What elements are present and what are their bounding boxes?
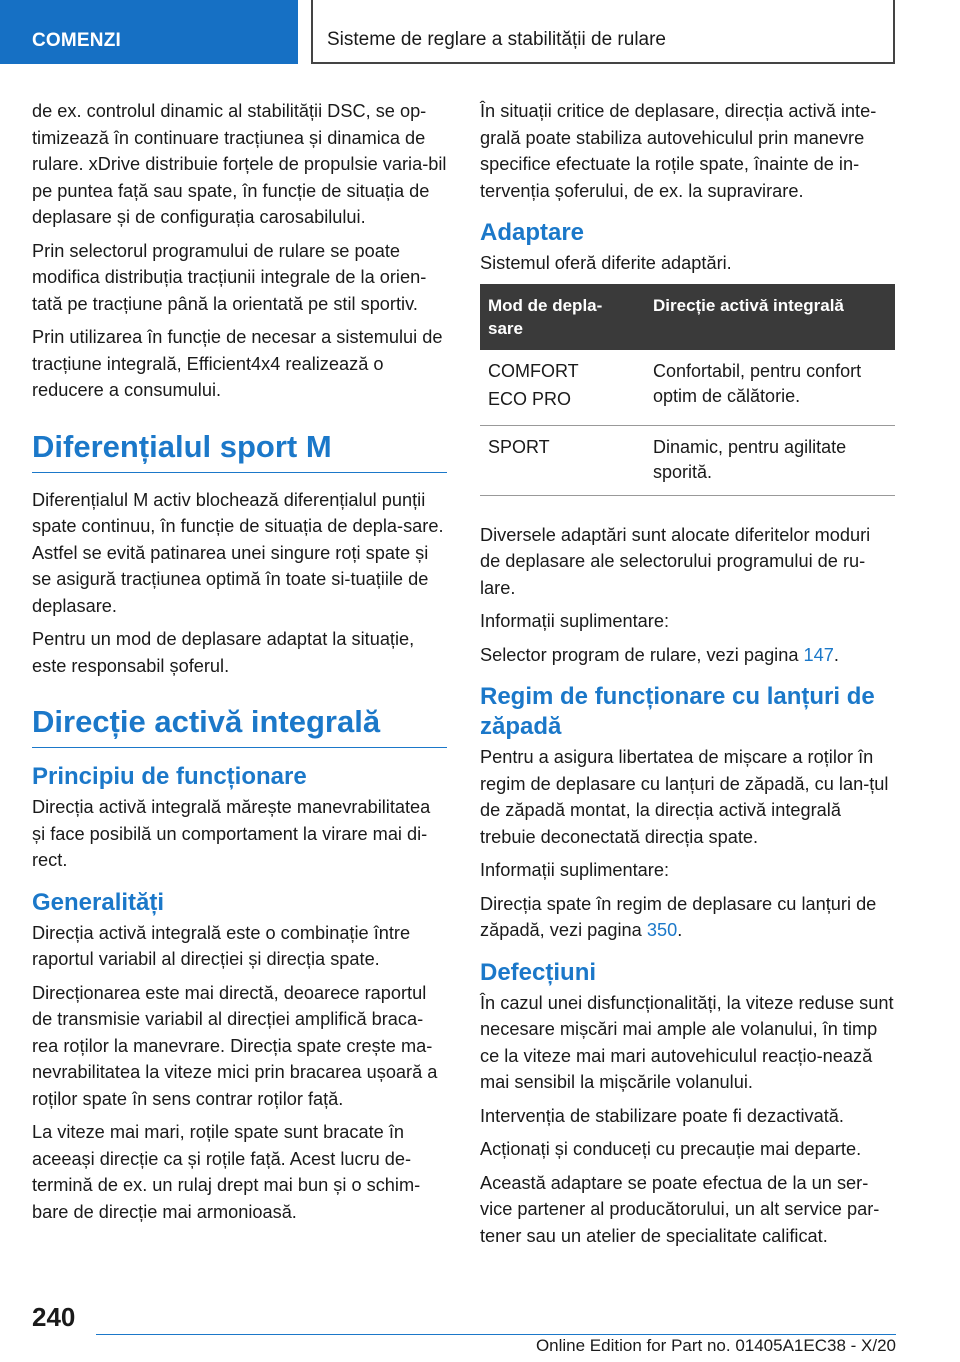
table-cell-mode	[480, 350, 645, 426]
paragraph: Direcția activă integrală mărește manevrabilitatea și face posibilă un comportament la virare mai di-rect.	[32, 797, 431, 870]
heading-faults: Defecțiuni	[480, 958, 597, 986]
footer-divider	[96, 1334, 896, 1335]
left-column	[32, 98, 447, 1232]
paragraph: Prin utilizarea în funcție de necesar a sistemului de tracțiune integrală, Efficient4x4 realizează o reducere a consumului.	[32, 327, 443, 400]
paragraph: Pentru a asigura libertatea de mișcare a roților în regim de deplasare cu lanțuri de zăpadă, cu lan-țul de zăpadă montat, la direcția activă integrală trebuie deconectată direcția spate.	[480, 747, 889, 847]
table-row	[480, 350, 895, 426]
link-context: Selector program de rulare, vezi pagina	[480, 644, 804, 665]
page-link-350[interactable]: 350	[646, 920, 678, 940]
mode-eco-pro: ECO PRO	[488, 388, 572, 409]
paragraph: Sistemul oferă diferite adaptări.	[480, 253, 732, 273]
paragraph: Prin selectorul programului de rulare se poate modifica distribuția tracțiunii integrale de la orien-tată pe tracțiune până la orientată pe stil sportiv.	[32, 240, 427, 314]
driving-modes-table	[480, 284, 895, 496]
paragraph: Informații suplimentare:	[480, 860, 670, 880]
paragraph: Direcția activă integrală este o combinație între raportul variabil al direcției și direcția spate.	[32, 922, 411, 969]
paragraph: Direcționarea este mai directă, deoarece raportul de transmisie variabil al direcției amplifică braca-rea roților la manevrare. Direcția spate crește ma-nevrabilitatea la viteze mici prin bracarea ușoară a roților spate în sens contrar roților față.	[32, 982, 438, 1109]
punctuation: .	[677, 920, 683, 940]
chapter-label: COMENZI	[32, 30, 122, 51]
heading-active-steering: Direcție activă integrală	[32, 703, 447, 748]
heading-sport-differential: Diferențialul sport M	[32, 428, 447, 473]
table-cell-mode: SPORT	[480, 425, 645, 495]
mode-comfort: COMFORT	[488, 360, 579, 381]
paragraph: Diferențialul M activ blochează diferențialul punții spate continuu, în funcție de situația de depla-sare. Astfel se evită patinarea unei singure roți spate și se asigură tracțiunea optimă în toate si-tuațiile de deplasare.	[32, 489, 444, 616]
section-header	[311, 0, 895, 64]
paragraph: În situații critice de deplasare, direcția activă inte-grală poate stabiliza autovehiculul prin manevre specifice efectuate la roțile spate, înainte de in-tervenția șoferului, de ex. la supravirare.	[480, 101, 877, 201]
link-context: Direcția spate în regim de deplasare cu lanțuri de zăpadă, vezi pagina	[480, 893, 877, 940]
heading-principle: Principiu de funcționare	[32, 763, 307, 790]
edition-text: Online Edition for Part no. 01405A1EC38 - X/20	[535, 1336, 896, 1355]
punctuation: .	[833, 644, 839, 665]
paragraph-with-link	[480, 642, 895, 669]
column-header-steering: Direcție activă integrală	[645, 284, 895, 350]
section-title: Sisteme de reglare a stabilității de rulare	[327, 29, 667, 50]
heading-general: Generalități	[32, 888, 165, 916]
table-cell-desc: Confortabil, pentru confort optim de călătorie.	[645, 350, 895, 426]
paragraph: La viteze mai mari, roțile spate sunt bracate în aceeași direcție ca și roțile față. Acest lucru de-termină de ex. un rulaj drept mai bun și o schim-bare de direcție mai armonioasă.	[32, 1122, 421, 1222]
paragraph: Pentru un mod de deplasare adaptat la situație, este responsabil șoferul.	[32, 629, 415, 676]
paragraph: Această adaptare se poate efectua de la un ser-vice partener al producătorului, un alt service par-tener sau un atelier de specialitate calificat.	[480, 1172, 880, 1246]
heading-adaptation: Adaptare	[480, 219, 585, 246]
table-cell-desc: Dinamic, pentru agilitate sporită.	[645, 425, 895, 495]
page-link-147[interactable]: 147	[803, 644, 834, 665]
paragraph-with-link	[480, 891, 895, 944]
paragraph: de ex. controlul dinamic al stabilității DSC, se op-timizează în continuare tracțiunea și dinamica de rulare. xDrive distribuie forțele de propulsie varia-bil pe puntea față sau spate, în funcție de situația de deplasare și de configurația carosabilului.	[32, 101, 447, 227]
heading-snow-chains: Regim de funcționare cu lanțuri de zăpadă	[480, 683, 875, 740]
paragraph: Informații suplimentare:	[480, 611, 670, 631]
page-number: 240	[32, 1302, 76, 1332]
column-header-mode: Mod de depla-sare	[480, 284, 645, 350]
right-column	[480, 98, 895, 1256]
paragraph: Diversele adaptări sunt alocate diferitelor moduri de deplasare ale selectorului programului de ru-lare.	[480, 524, 871, 598]
paragraph: Intervenția de stabilizare poate fi dezactivată.	[480, 1105, 844, 1126]
table-row	[480, 425, 895, 495]
paragraph: Acționați și conduceți cu precauție mai departe.	[480, 1139, 862, 1159]
chapter-tab[interactable]	[0, 0, 298, 64]
table-header-row	[480, 284, 895, 350]
paragraph: În cazul unei disfuncționalități, la viteze reduse sunt necesare mișcări mai ample ale volanului, în timp ce la viteze mai mari autovehiculul reacțio-nează mai sensibil la mișcările volanului.	[480, 992, 894, 1092]
